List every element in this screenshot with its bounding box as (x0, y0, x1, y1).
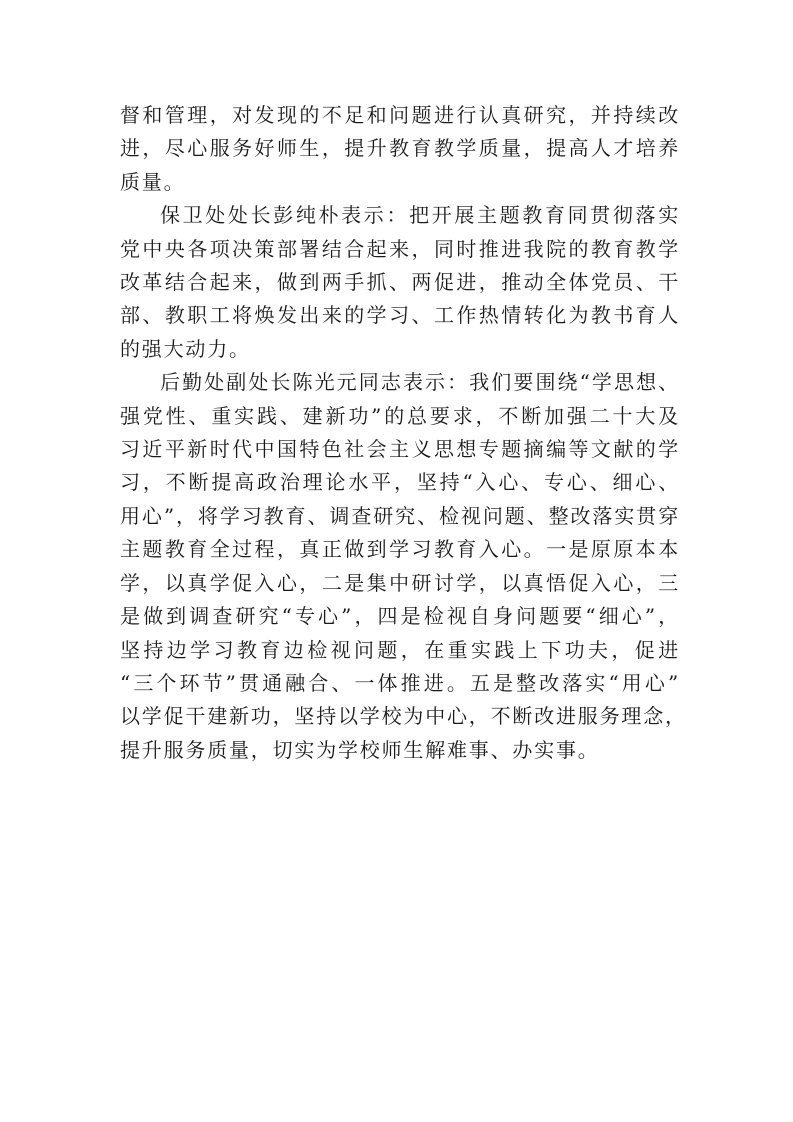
text-line: 习，不断提高政治理论水平，坚持“入心、专心、细心、 (120, 470, 680, 495)
text-line: 的强大动力。 (120, 336, 251, 361)
text-line: “三个环节”贯通融合、一体推进。五是整改落实“用心” (120, 670, 680, 695)
text-line: 强党性、重实践、建新功”的总要求，不断加强二十大及 (120, 403, 680, 428)
text-line: 是做到调查研究“专心”，四是检视自身问题要“细心”， (120, 604, 680, 629)
text-line: 主题教育全过程，真正做到学习教育入心。一是原原本本 (120, 537, 680, 562)
text-line: 党中央各项决策部署结合起来，同时推进我院的教育教学 (120, 236, 680, 261)
text-line: 督和管理，对发现的不足和问题进行认真研究，并持续改 (120, 103, 680, 127)
paragraph-1 (120, 99, 680, 199)
text-line: 改革结合起来，做到两手抓、两促进，推动全体党员、干 (120, 270, 680, 295)
text-line: 学，以真学促入心，二是集中研讨学，以真悟促入心，三 (120, 570, 680, 595)
body-text (120, 99, 687, 767)
text-line: 保卫处处长彭纯朴表示：把开展主题教育同贯彻落实 (160, 203, 680, 228)
paragraph-2 (120, 199, 680, 366)
text-line: 提升服务质量，切实为学校师生解难事、办实事。 (120, 737, 600, 762)
text-line: 用心”，将学习教育、调查研究、检视问题、整改落实贯穿 (120, 503, 680, 528)
text-line: 坚持边学习教育边检视问题，在重实践上下功夫，促进 (120, 637, 680, 662)
text-line: 后勤处副处长陈光元同志表示：我们要围绕“学思想、 (160, 370, 680, 395)
text-line: 以学促干建新功，坚持以学校为中心，不断改进服务理念， (120, 704, 687, 729)
paragraph-3 (120, 366, 687, 767)
text-line: 部、教职工将焕发出来的学习、工作热情转化为教书育人 (120, 303, 680, 328)
text-line: 进，尽心服务好师生，提升教育教学质量，提高人才培养 (120, 136, 680, 161)
text-line: 习近平新时代中国特色社会主义思想专题摘编等文献的学 (120, 437, 680, 462)
text-line: 质量。 (120, 169, 186, 194)
